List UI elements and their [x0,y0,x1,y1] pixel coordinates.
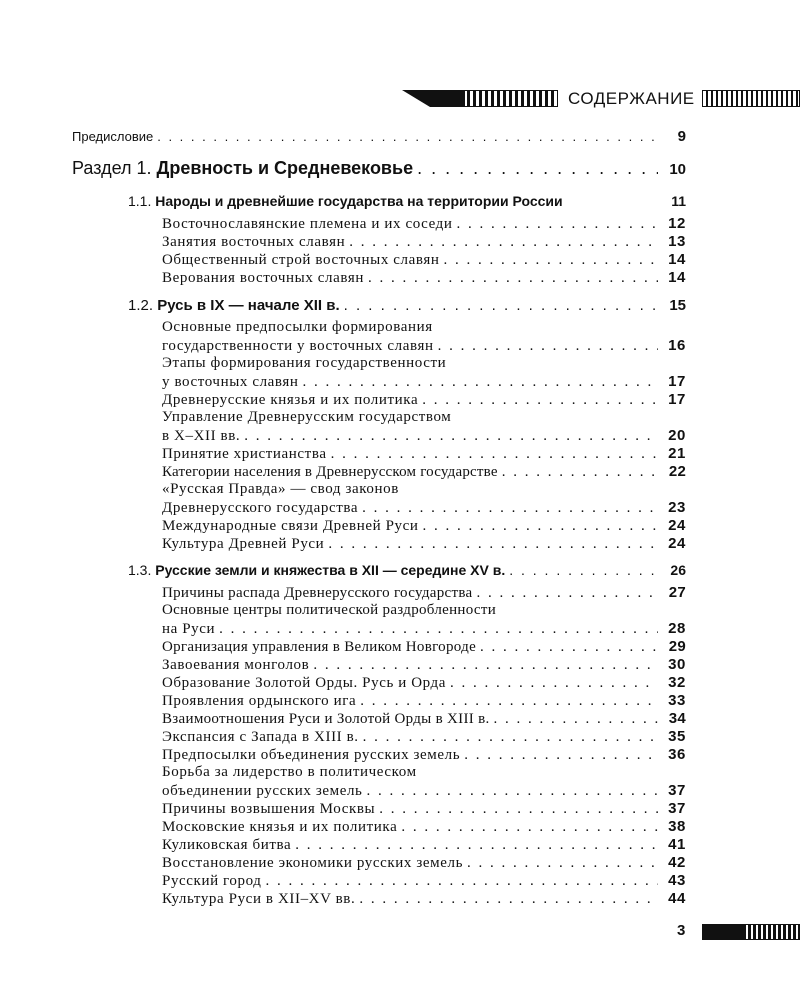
page-number: 3 [677,922,686,939]
toc-label [128,562,505,578]
toc-item [162,584,686,602]
toc-page: 10 [669,161,686,178]
toc-leader [457,216,658,233]
toc-page: 28 [668,620,686,637]
toc-item [162,656,686,674]
toc-label: Причины распада Древнерусского государства [162,585,473,601]
toc-leader [266,873,658,890]
toc-item [162,391,686,409]
toc-leader [379,801,658,818]
toc-item [162,854,686,872]
toc-label: Принятие христианства [162,446,327,462]
toc-label: Верования восточных славян [162,270,365,286]
toc-label: Взаимоотношения Руси и Золотой Орды в XIII в. [162,711,490,727]
toc-label: в X–XII вв. [162,428,241,444]
toc-page: 24 [668,517,686,534]
toc-page: 38 [668,818,686,835]
toc-label: Русский город [162,873,262,889]
toc-leader [423,518,659,535]
chapter-title: Русские земли и княжества в XII — середине XV в. [155,562,506,578]
toc-item [162,692,686,710]
toc-item [162,251,686,269]
toc-leader [328,536,658,553]
toc-item-first-line: Управление Древнерусским государством [162,409,452,425]
toc-item [162,890,686,908]
toc-item [162,517,686,535]
toc-item [162,638,686,656]
toc-item [162,337,686,355]
chapter-number: 1.3. [128,562,152,578]
toc-item [162,728,686,746]
toc-page: 36 [668,746,686,763]
toc-item [162,233,686,251]
section-prefix: Раздел 1. [72,158,152,178]
toc-leader [417,158,658,179]
toc-page: 37 [668,800,686,817]
toc-leader [303,374,658,391]
toc-leader [367,783,659,800]
toc-page: 9 [677,128,686,145]
chapter-number: 1.2. [128,297,154,314]
toc-page: 41 [668,836,686,853]
toc-page: 15 [669,297,686,314]
toc-label: объединении русских земель [162,783,363,799]
toc-leader [362,500,658,517]
toc-leader [219,621,658,638]
toc-label: Категории населения в Древнерусском государстве [162,464,498,480]
toc-page: 37 [668,782,686,799]
toc-item [162,373,686,391]
toc-item [162,872,686,890]
toc-leader [502,464,658,481]
toc-item-first-line: Основные центры политической раздробленности [162,602,497,618]
toc-leader [368,270,658,287]
toc-preface [72,128,686,145]
toc-label: Экспансия с Запада в XIII в. [162,729,359,745]
toc-item [162,800,686,818]
toc-label: Занятия восточных славян [162,234,346,250]
toc-item [162,782,686,800]
toc-leader [360,693,658,710]
toc-label: у восточных славян [162,374,299,390]
toc-page: 30 [668,656,686,673]
toc-section [72,158,686,179]
toc-label: Причины возвышения Москвы [162,801,376,817]
chapter-title: Русь в IX — начале XII в. [157,297,340,314]
toc-leader [244,428,658,445]
toc-label: Общественный строй восточных славян [162,252,440,268]
toc-item [162,463,686,481]
toc-label: Культура Руси в XII–XV вв. [162,891,356,907]
toc-leader [295,837,658,854]
toc-page: 11 [671,193,686,209]
chapter-number: 1.1. [128,193,152,209]
toc-item [162,710,686,728]
toc-item [162,499,686,517]
toc-label: Древнерусские князья и их политика [162,392,419,408]
toc-leader [401,819,658,836]
toc-item [162,215,686,233]
toc-item [162,620,686,638]
toc-page: 12 [668,215,686,232]
toc-page: 14 [668,269,686,286]
footer-bars-decoration [702,924,800,940]
toc-leader [344,297,658,314]
toc-page: 13 [668,233,686,250]
toc-page: 35 [668,728,686,745]
toc-leader [331,446,658,463]
toc-leader [480,639,658,656]
toc-leader [157,129,658,144]
toc-chapter [128,193,686,209]
toc-leader [476,585,658,602]
toc-leader [444,252,659,269]
section-title: Древность и Средневековье [156,158,414,178]
toc-item [162,818,686,836]
toc-page: 29 [668,638,686,655]
toc-leader [363,729,658,746]
toc-leader [313,657,658,674]
toc-label: Культура Древней Руси [162,536,325,552]
toc-page: 42 [668,854,686,871]
toc-leader [450,675,658,692]
toc-chapter [128,562,686,578]
page-title: СОДЕРЖАНИЕ [568,89,695,108]
toc-page: 17 [668,373,686,390]
toc-leader [349,234,658,251]
toc-page: 32 [668,674,686,691]
toc-leader [467,855,658,872]
toc-page: 23 [668,499,686,516]
chapter-title: Народы и древнейшие государства на территории России [155,193,563,209]
toc-page: 22 [668,463,686,480]
toc-page: 33 [668,692,686,709]
toc-label: Восстановление экономики русских земель [162,855,464,871]
toc-label: Проявления ордынского ига [162,693,357,709]
toc-page: 24 [668,535,686,552]
toc-page: 16 [668,337,686,354]
toc-label: Куликовская битва [162,837,292,853]
toc-page: 14 [668,251,686,268]
toc-chapter [128,297,686,314]
toc-label: Московские князья и их политика [162,819,398,835]
toc-item [162,535,686,553]
toc-label: Завоевания монголов [162,657,310,673]
toc-label: Образование Золотой Орды. Русь и Орда [162,675,447,691]
toc-item [162,674,686,692]
toc-leader [494,711,658,728]
toc-label [72,158,413,179]
toc-item [162,269,686,287]
toc-leader [464,747,658,764]
toc-item [162,746,686,764]
toc-label: Древнерусского государства [162,500,359,516]
toc-label: Международные связи Древней Руси [162,518,419,534]
toc-page: 27 [668,584,686,601]
toc-page: 21 [668,445,686,462]
toc-item-first-line: Борьба за лидерство в политическом [162,764,417,780]
toc-label [128,193,563,209]
toc-label: на Руси [162,621,216,637]
toc-item [162,836,686,854]
toc-item-first-line: «Русская Правда» — свод законов [162,481,399,497]
toc-item-first-line: Основные предпосылки формирования [162,319,433,335]
toc-label [128,297,340,314]
toc-label: государственности у восточных славян [162,338,434,354]
toc-leader [438,338,658,355]
toc-item [162,445,686,463]
toc-leader [422,392,658,409]
toc-label: Предисловие [72,129,154,144]
toc-page: 17 [668,391,686,408]
toc-leader [359,891,658,908]
toc-item [162,427,686,445]
toc-leader [509,562,658,578]
toc-page: 43 [668,872,686,889]
toc-label: Организация управления в Великом Новгороде [162,639,477,655]
toc-label: Восточнославянские племена и их соседи [162,216,453,232]
toc-page: 20 [668,427,686,444]
toc-page: 44 [668,890,686,907]
toc-label: Предпосылки объединения русских земель [162,747,461,763]
toc-item-first-line: Этапы формирования государственности [162,355,447,371]
toc-page: 26 [670,562,686,578]
toc-page: 34 [668,710,686,727]
